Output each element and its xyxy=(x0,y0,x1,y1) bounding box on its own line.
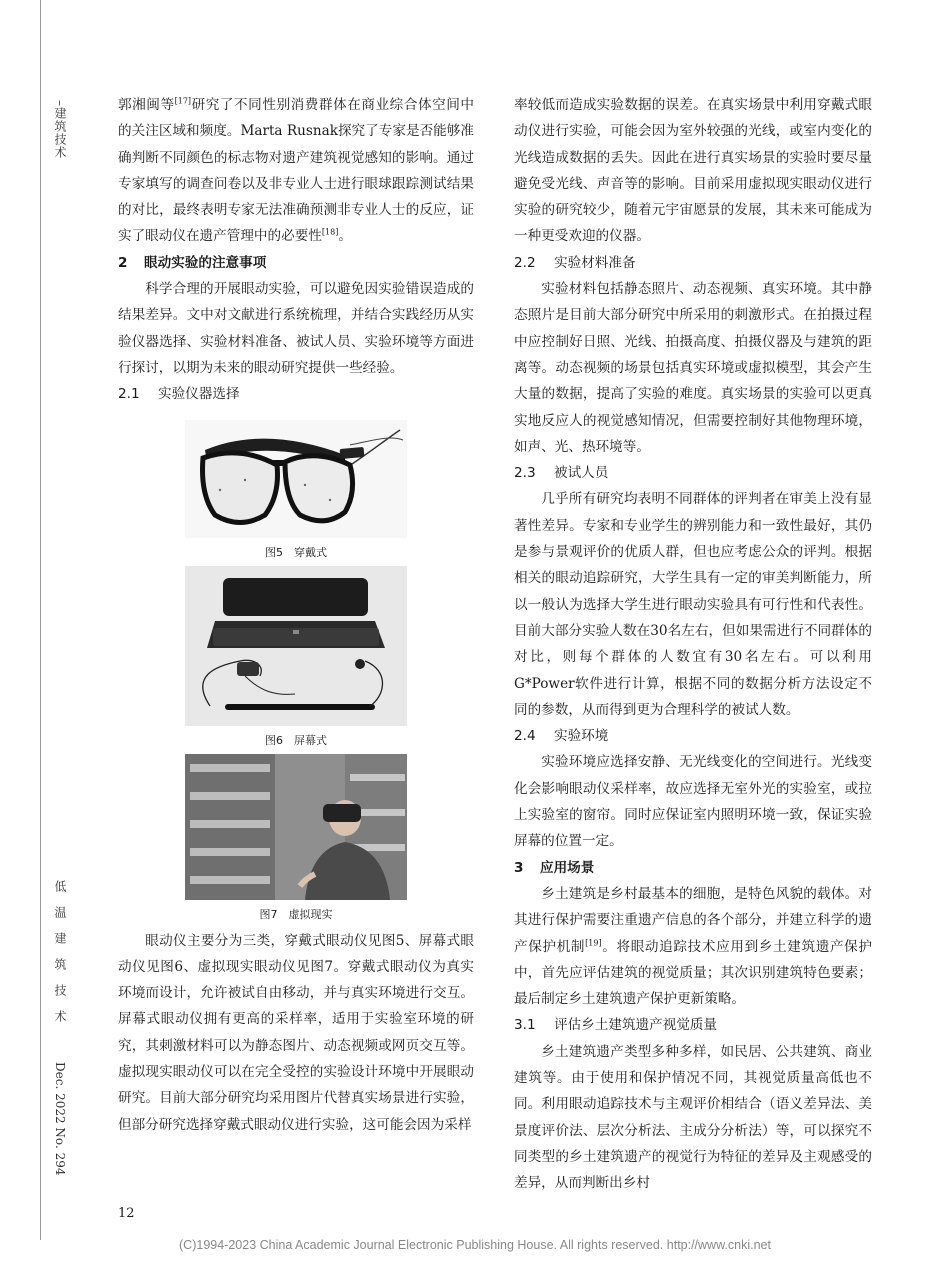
section-heading: 3 应用场景 xyxy=(514,859,595,876)
subsection-heading: 2.3 被试人员 xyxy=(514,465,609,482)
paragraph: 科学合理的开展眼动实验，可以避免因实验错误造成的结果差异。文中对文献进行系统梳理，并结合实践经历从实验仪器选择、实验材料准备、被试人员、实验环境等方面进行探讨，以期为未来的眼动研究提供一些经验。 xyxy=(118,281,474,376)
paragraph: 乡土建筑遗产类型多种多样，如民居、公共建筑、商业建筑等。由于使用和保护情况不同，其视觉质量高低也不同。利用眼动追踪技术与主观评价相结合（语义差异法、美景度评价法、层次分析法、主成分分析法）等，可以探究不同类型的乡土建筑遗产的视觉行为特征的差异及主观感受的差异，从而判断出乡村 xyxy=(514,1043,872,1192)
paragraph: 眼动仪主要分为三类，穿戴式眼动仪见图5、屏幕式眼动仪见图6、虚拟现实眼动仪见图7。穿戴式眼动仪为真实环境而设计，允许被试自由移动，并与真实环境进行交互。屏幕式眼动仪拥有更高的采样率，适用于实验室环境的研究，其刺激材料可以为静态图片、动态视频或网页交互等。虚拟现实眼动仪可以在完全受控的实验设计环境中开展眼动研究。目前大部分研究均采用图片代替真实场景进行实验，但部分研究选择穿戴式眼动仪进行实验，这可能会因为采样 xyxy=(118,932,474,1133)
right-column xyxy=(514,92,872,1196)
subsection-heading: 2.4 实验环境 xyxy=(514,728,609,745)
paragraph: 实验环境应选择安静、无光线变化的空间进行。光线变化会影响眼动仪采样率，故应选择无室外光的实验室，或拉上实验室的窗帘。同时应保证室内照明环境一致，保证实验屏幕的位置一定。 xyxy=(514,754,872,850)
running-head-section: –建筑技术 xyxy=(53,100,67,159)
subsection-heading: 2.2 实验材料准备 xyxy=(514,254,636,271)
page-number: 12 xyxy=(118,1206,135,1221)
left-column xyxy=(118,92,474,1138)
wearable-eye-tracker-image xyxy=(185,420,407,538)
screen-eye-tracker-image xyxy=(185,566,407,726)
citation[interactable]: [19] xyxy=(585,937,602,947)
citation[interactable]: [17] xyxy=(174,96,192,106)
subsection-heading: 3.1 评估乡土建筑遗产视觉质量 xyxy=(514,1017,718,1034)
running-head-journal xyxy=(52,880,69,1175)
figure-6 xyxy=(118,566,474,754)
paragraph: 实验材料包括静态照片、动态视频、真实环境。其中静态照片是目前大部分研究中所采用的刺激形式。在拍摄过程中应控制好日照、光线、拍摄高度、拍摄仪器及与建筑的距离等。动态视频的场景包括真实环境或虚拟模型，其会产生大量的数据，提高了实验的难度。真实场景的实验可以更真实地反应人的视觉感知情况，但需要控制好其他物理环境，如声、光、热环境等。 xyxy=(514,281,872,455)
figure-caption: 图5 穿戴式 xyxy=(265,545,327,559)
margin-rule xyxy=(40,0,41,1240)
figure-caption: 图6 屏幕式 xyxy=(265,733,327,747)
section-heading: 2 眼动实验的注意事项 xyxy=(118,254,267,271)
issue-info: Dec. 2022 No. 294 xyxy=(53,1061,67,1176)
paragraph: 几乎所有研究均表明不同群体的评判者在审美上没有显著性差异。专家和专业学生的辨别能力和一致性最好，其仍是参与景观评价的优质人群，但也应考虑公众的评判。根据相关的眼动追踪研究，大学生具有一定的审美判断能力，所以一般认为选择大学生进行眼动实验具有可行性和代表性。目前大部分实验人数在30名左右，但如果需进行不同群体的对比，则每个群体的人数宜有30名左右。可以利用G*Power软件进行计算，根据不同的数据分析方法设定不同的参数，从而得到更为合理科学的被试人数。 xyxy=(514,491,872,718)
citation[interactable]: [18] xyxy=(321,227,339,237)
journal-name: 低温建筑技术 xyxy=(53,880,67,1036)
copyright-footer: (C)1994-2023 China Academic Journal Electronic Publishing House. All rights reserved. http://www.cnki.net xyxy=(179,1238,771,1252)
figure-5 xyxy=(118,420,474,566)
paragraph: 乡土建筑是乡村最基本的细胞，是特色风貌的载体。对其进行保护需要注重遗产信息的各个部分，并建立科学的遗产保护机制[19]。将眼动追踪技术应用到乡土建筑遗产保护中，首先应评估建筑的视觉质量；其次识别建筑特色要素；最后制定乡土建筑遗产保护更新策略。 xyxy=(514,885,873,1008)
subsection-heading: 2.1 实验仪器选择 xyxy=(118,386,240,403)
vr-eye-tracker-image xyxy=(185,754,407,900)
figure-7 xyxy=(118,754,474,928)
paragraph: 郭湘闽等[17]研究了不同性别消费群体在商业综合体空间中的关注区域和频度。Marta Rusnak探究了专家是否能够准确判断不同颜色的标志物对遗产建筑视觉感知的影响。通过专家填写的调查问卷以及非专业人士进行眼球跟踪测试结果的对比，最终表明专家无法准确预测非专业人士的反应，证实了眼动仪在遗产管理中的必要性[18]。 xyxy=(118,96,475,245)
paragraph: 率较低而造成实验数据的误差。在真实场景中利用穿戴式眼动仪进行实验，可能会因为室外较强的光线，或室内变化的光线造成数据的丢失。因此在进行真实场景的实验时要尽量避免受光线、声音等的影响。目前采用虚拟现实眼动仪进行实验的研究较少，随着元宇宙愿景的发展，其未来可能成为一种更受欢迎的仪器。 xyxy=(514,97,872,245)
figure-caption: 图7 虚拟现实 xyxy=(259,907,333,921)
